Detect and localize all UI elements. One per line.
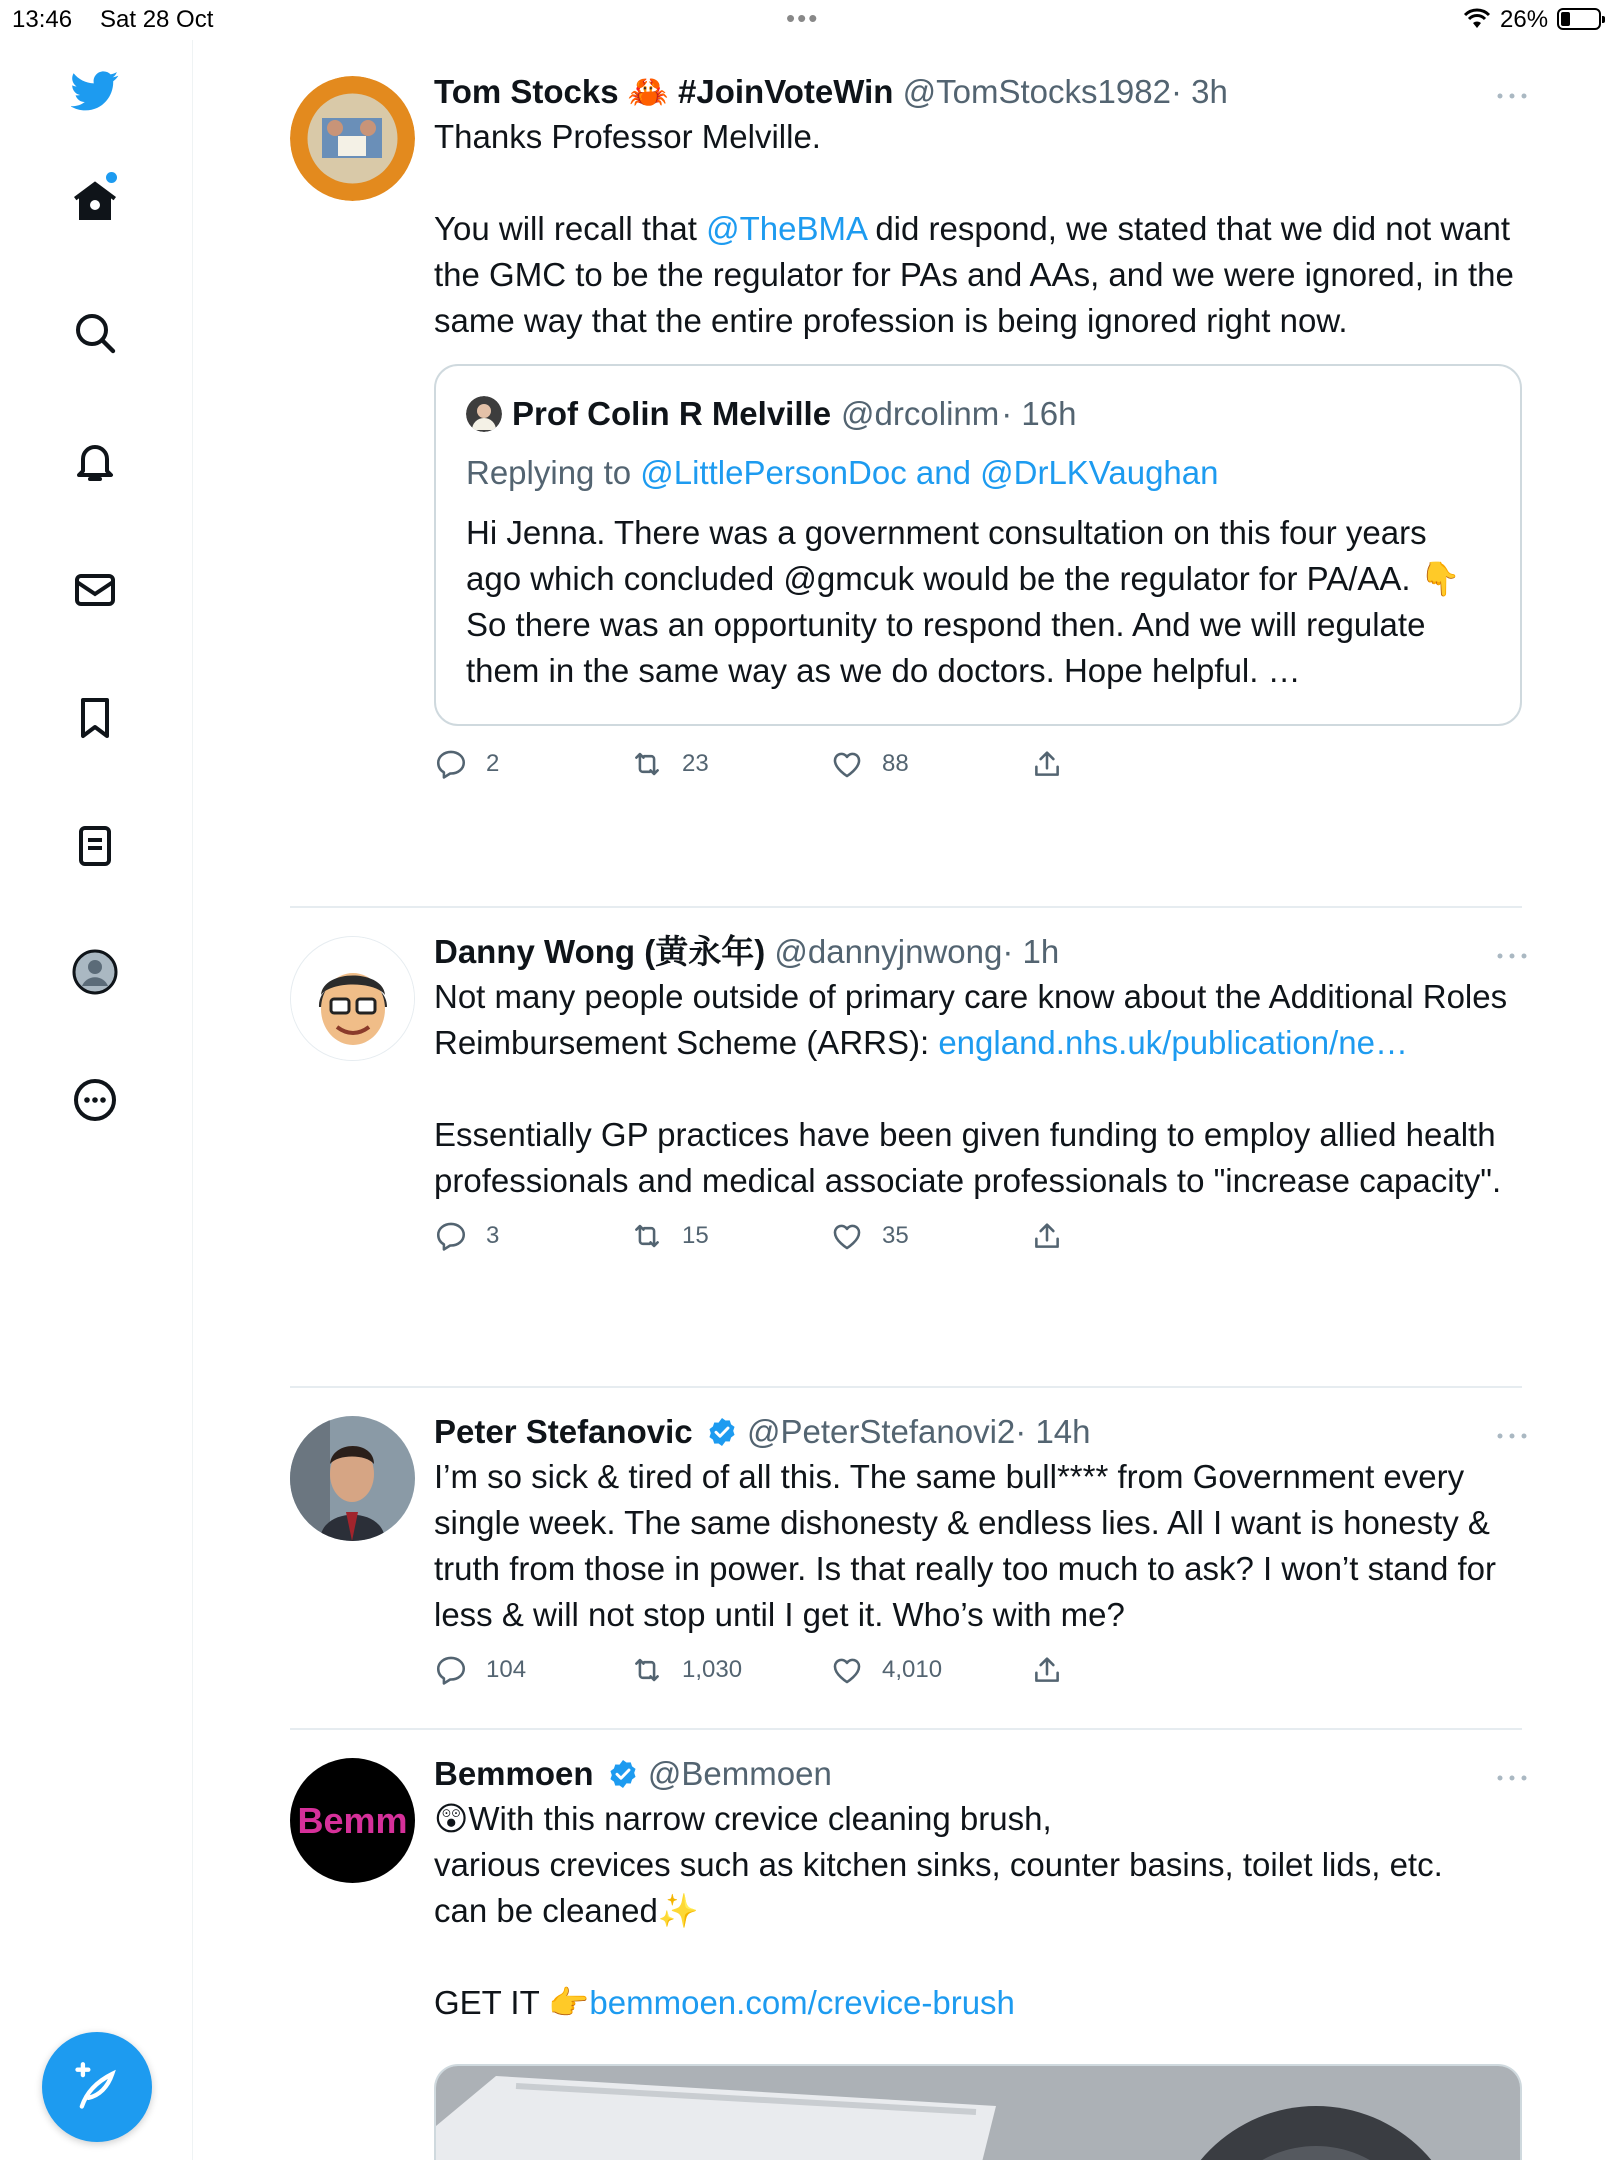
- author-name[interactable]: Peter Stefanovic: [434, 1413, 693, 1450]
- tweet[interactable]: [290, 1388, 1522, 1730]
- author-name[interactable]: Tom Stocks 🦀 #JoinVoteWin: [434, 73, 894, 110]
- more-options-icon[interactable]: [1492, 1426, 1532, 1446]
- like-count: 88: [882, 750, 909, 777]
- bookmark-icon[interactable]: [55, 678, 135, 758]
- more-options-icon[interactable]: [55, 1060, 135, 1140]
- share-button[interactable]: [1030, 1218, 1064, 1254]
- tweet-text-l3: can be cleaned✨: [434, 1892, 699, 1929]
- text-segment: did respond, we stated that we did not want the GMC to be the regulator for PAs and AAs, and we were ignored, in the same way that the entire profession is being ignored right now.: [434, 210, 1514, 339]
- text-segment: GET IT 👉: [434, 1984, 590, 2021]
- author-handle[interactable]: @TomStocks1982: [902, 73, 1171, 110]
- tweet-text-l1: 😲With this narrow crevice cleaning brush,: [434, 1800, 1052, 1837]
- reply-button[interactable]: [434, 1652, 526, 1688]
- more-options-icon[interactable]: [1492, 1768, 1532, 1788]
- tweet-text: [434, 1454, 1522, 1638]
- battery-icon: [1557, 8, 1601, 30]
- retweet-count: 15: [682, 1222, 709, 1249]
- tweet-text-p2: Essentially GP practices have been given funding to employ allied health professionals and medical associate professionals to "increase capacity".: [434, 1116, 1502, 1199]
- avatar[interactable]: [290, 76, 415, 201]
- retweet-count: 23: [682, 750, 709, 777]
- tweet-media-image[interactable]: [434, 2064, 1522, 2160]
- replying-to-and: and: [906, 454, 981, 491]
- quote-header: [466, 392, 1490, 436]
- quote-time: · 16h: [1001, 395, 1077, 432]
- lists-icon[interactable]: [55, 806, 135, 886]
- share-icon: [1030, 1653, 1064, 1687]
- battery-fill: [1561, 12, 1570, 26]
- compose-quill-icon: [71, 2061, 123, 2113]
- tweet-header: [434, 1410, 1522, 1454]
- mention-link[interactable]: @LittlePersonDoc: [640, 454, 907, 491]
- timeline-feed: [290, 48, 1522, 2160]
- tweet-text-p1: [434, 974, 1522, 1066]
- notification-dot: [106, 172, 117, 183]
- share-button[interactable]: [1030, 746, 1064, 782]
- retweet-icon: [630, 1219, 664, 1253]
- tweet-header: [434, 930, 1522, 974]
- author-handle[interactable]: @dannyjnwong: [774, 933, 1003, 970]
- battery-percent: 26%: [1500, 6, 1549, 33]
- like-count: 4,010: [882, 1656, 943, 1683]
- profile-avatar-icon[interactable]: [55, 932, 135, 1012]
- tweet-actions: [434, 1204, 1522, 1270]
- tweet-text-spacer: [434, 1934, 1522, 1980]
- sidebar-nav: [0, 40, 193, 2160]
- mail-icon[interactable]: [55, 550, 135, 630]
- avatar[interactable]: [290, 1758, 415, 1883]
- tweet-text-p1: I’m so sick & tired of all this. The same bull**** from Government every single week. The same dishonesty & endless lies. All I want is honesty & truth from those in power. Is that really too much to ask? I won’t stand for less & will not stop until I get it. Who’s with me?: [434, 1458, 1497, 1633]
- like-button[interactable]: [830, 746, 909, 782]
- tweet-header: [434, 70, 1522, 114]
- tweet-text-l2: various crevices such as kitchen sinks, counter basins, toilet lids, etc.: [434, 1846, 1443, 1883]
- tweet-text-p2: [434, 206, 1522, 344]
- retweet-button[interactable]: [630, 1652, 742, 1688]
- share-icon: [1030, 747, 1064, 781]
- avatar[interactable]: [290, 936, 415, 1061]
- tweet-text: [434, 1796, 1522, 2026]
- heart-icon: [830, 747, 864, 781]
- mention-link[interactable]: @DrLKVaughan: [980, 454, 1219, 491]
- url-link[interactable]: england.nhs.uk/publication/ne…: [938, 1024, 1408, 1061]
- status-time: 13:46: [12, 6, 73, 33]
- tweet-time[interactable]: · 1h: [1002, 933, 1060, 970]
- tweet-text: [434, 974, 1522, 1204]
- tweet-time[interactable]: · 3h: [1170, 73, 1228, 110]
- replying-to-label: Replying to: [466, 454, 641, 491]
- quote-avatar: [466, 396, 502, 432]
- heart-icon: [830, 1653, 864, 1687]
- like-button[interactable]: [830, 1652, 942, 1688]
- more-options-icon[interactable]: [1492, 946, 1532, 966]
- quote-text-p2: So there was an opportunity to respond then. And we will regulate them in the same way as we do doctors. Hope helpful. …: [466, 606, 1426, 689]
- reply-button[interactable]: [434, 1218, 499, 1254]
- author-name[interactable]: Bemmoen: [434, 1755, 594, 1792]
- tweet-text: [434, 114, 1522, 344]
- tweet-actions: [434, 1638, 1522, 1704]
- tweet-actions: [434, 732, 1522, 798]
- like-count: 35: [882, 1222, 909, 1249]
- like-button[interactable]: [830, 1218, 909, 1254]
- reply-count: 104: [486, 1656, 527, 1683]
- quote-author-name: Prof Colin R Melville: [512, 395, 832, 432]
- tweet-text-p1: Thanks Professor Melville.: [434, 118, 821, 155]
- author-handle[interactable]: @Bemmoen: [647, 1755, 832, 1792]
- tweet-text-spacer: [434, 160, 1522, 206]
- bell-icon[interactable]: [55, 421, 135, 501]
- tweet-text-spacer: [434, 1066, 1522, 1112]
- text-segment: Not many people outside of primary care know about the Additional Roles Reimbursement Scheme (ARRS):: [434, 978, 1508, 1061]
- author-name[interactable]: Danny Wong (黄永年): [434, 933, 766, 970]
- avatar[interactable]: [290, 1416, 415, 1541]
- quote-text: [466, 510, 1490, 694]
- replying-to: [466, 450, 1490, 496]
- reply-icon: [434, 1653, 468, 1687]
- url-link[interactable]: bemmoen.com/crevice-brush: [589, 1984, 1015, 2021]
- retweet-icon: [630, 1653, 664, 1687]
- tweet[interactable]: [290, 908, 1522, 1388]
- tweet-text-get: [434, 1980, 1522, 2026]
- quote-author-handle: @drcolinm: [841, 395, 1000, 432]
- share-button[interactable]: [1030, 1652, 1064, 1688]
- compose-tweet-button[interactable]: [42, 2032, 152, 2142]
- wifi-icon: [1462, 6, 1492, 30]
- retweet-icon: [630, 747, 664, 781]
- verified-badge-icon: [607, 1758, 639, 1790]
- mention-link[interactable]: @TheBMA: [706, 210, 867, 247]
- home-icon[interactable]: [55, 162, 135, 242]
- retweet-button[interactable]: [630, 1218, 709, 1254]
- quoted-tweet[interactable]: [434, 364, 1522, 726]
- status-date: Sat 28 Oct: [100, 6, 214, 33]
- tweet-time[interactable]: · 14h: [1015, 1413, 1091, 1450]
- tweet-header: [434, 1752, 1522, 1796]
- share-icon: [1030, 1219, 1064, 1253]
- more-options-icon[interactable]: [1492, 86, 1532, 106]
- twitter-logo-icon[interactable]: [55, 50, 135, 130]
- reply-icon: [434, 1219, 468, 1253]
- retweet-count: 1,030: [682, 1656, 743, 1683]
- tweet[interactable]: [290, 48, 1522, 908]
- search-icon[interactable]: [55, 293, 135, 373]
- avatar-logo-text: Bemm: [297, 1799, 408, 1841]
- reply-button[interactable]: [434, 746, 499, 782]
- tweet[interactable]: [290, 1730, 1522, 2160]
- quote-text-p1: Hi Jenna. There was a government consultation on this four years ago which concluded @gmcuk would be the regulator for PA/AA. 👇: [466, 514, 1461, 597]
- verified-badge-icon: [706, 1416, 738, 1448]
- text-segment: You will recall that: [434, 210, 707, 247]
- retweet-button[interactable]: [630, 746, 709, 782]
- reply-icon: [434, 747, 468, 781]
- reply-count: 2: [486, 750, 500, 777]
- author-handle[interactable]: @PeterStefanovi2: [746, 1413, 1016, 1450]
- multitasking-dots-icon[interactable]: •••: [786, 3, 820, 33]
- heart-icon: [830, 1219, 864, 1253]
- reply-count: 3: [486, 1222, 500, 1249]
- status-bar: [0, 0, 1620, 40]
